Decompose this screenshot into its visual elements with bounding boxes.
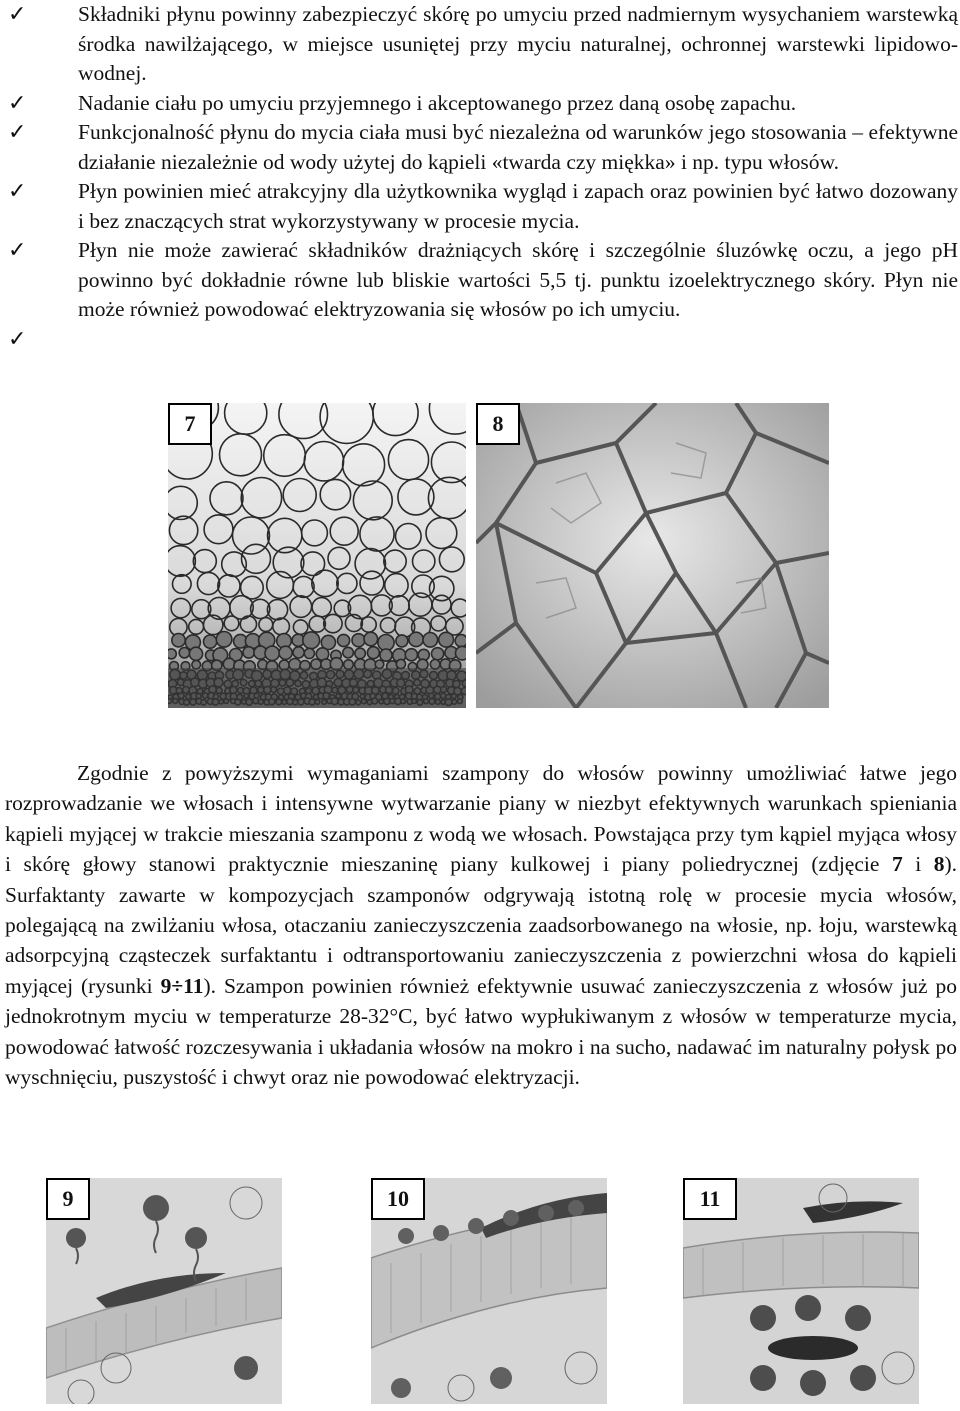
list-item-text: Nadanie ciału po umyciu przyjemnego i akceptowanego przez daną osobę zapachu.: [78, 90, 797, 115]
figure-8-polyhedral-foam: [476, 403, 829, 708]
list-item: [8, 177, 958, 236]
checkmark-icon: ✓: [8, 90, 27, 116]
figure-reference: 9÷11: [160, 973, 204, 998]
list-item-text: Płyn nie może zawierać składników drażniących skórę i szczególnie śluzówkę oczu, a jego pH powinno być dokładnie równe lub bliskie wartości 5,5 tj. punktu izoelektrycznego skóry. Płyn nie może również powodować elektryzowania się włosów po ich umyciu.: [78, 238, 958, 321]
figure-7-bubble-foam: [168, 403, 466, 708]
paragraph-text: ). Szampon powinien również efektywnie usuwać zanieczyszczenia z włosów już po jednokrotnym myciu w temperaturze 28-32°C, być łatwo wypłukiwanym z włosów w temperaturze mycia, powodować łatwość rozczesywania i układania włosów na mokro i na sucho, nadawać im naturalny połysk po wyschnięciu, puszystość i chwyt oraz nie powodować elektryzacji.: [5, 973, 957, 1090]
bubble-foam-illustration: [168, 403, 466, 708]
list-item: [8, 325, 958, 355]
checkmark-icon: ✓: [8, 238, 27, 263]
figure-9-wetting-illustration: [46, 1178, 282, 1404]
figure-label: 10: [371, 1178, 425, 1220]
paragraph-text: Zgodnie z powyższymi wymaganiami szampony do włosów powinny umożliwiać łatwe jego rozprowadzanie we włosach i intensywne wytwarzanie piany w niezbyt efektywnych warunkach spieniania kąpieli myjącej w trakcie mieszania szamponu z wodą we włosach. Powstająca przy tym kąpiel myjąca włosy i skórę głowy stanowi praktycznie mieszaninę piany kulkowej i piany poliedrycznej (zdjęcie: [5, 761, 957, 877]
list-item: [8, 89, 958, 119]
list-item-text: Funkcjonalność płynu do mycia ciała musi być niezależna od warunków jego stosowania – efektywne działanie niezależnie od wody użytej do kąpieli «twarda czy miękka» i np. typu włosów.: [78, 120, 958, 174]
checkmark-icon: ✓: [8, 179, 27, 204]
requirements-list: [8, 0, 958, 354]
figure-10-adsorption-illustration: [371, 1178, 607, 1404]
figure-label: 7: [168, 403, 212, 445]
paragraph-text: i: [902, 852, 934, 877]
body-paragraph: [5, 758, 957, 1092]
checkmark-icon: ✓: [8, 120, 27, 145]
paragraph-text: ). Surfaktanty zawarte w kompozycjach szamponów odgrywają istotną rolę w procesie mycia włosów, polegającą na zwilżaniu włosa, otaczaniu zanieczyszczenia zaadsorbowanego na włosie, np. łoju, warstewką adsorpcyjną cząsteczek surfaktantu i odtransportowaniu zanieczyszczenia z powierzchni włosa do kąpieli myjącej (rysunki: [5, 852, 957, 998]
list-item-text: Płyn powinien mieć atrakcyjny dla użytkownika wygląd i zapach oraz powinien być łatwo dozowany i bez znaczących strat wykorzystywany w procesie mycia.: [78, 179, 958, 233]
figure-label: 9: [46, 1178, 90, 1220]
figure-reference: 8: [933, 852, 945, 877]
polyhedral-foam-illustration: [476, 403, 829, 708]
figure-label: 11: [683, 1178, 737, 1220]
checkmark-icon: ✓: [8, 326, 27, 352]
list-item: [8, 236, 958, 325]
figure-reference: 7: [891, 852, 903, 877]
list-item: [8, 118, 958, 177]
list-item: [8, 0, 958, 89]
figure-label: 8: [476, 403, 520, 445]
checkmark-icon: ✓: [8, 2, 27, 27]
figure-11-removal-illustration: [683, 1178, 919, 1404]
list-item-text: Składniki płynu powinny zabezpieczyć skórę po umyciu przed nadmiernym wysychaniem warstewką środka nawilżającego, w miejsce usuniętej przy myciu naturalnej, ochronnej warstewki lipidowo-wodnej.: [78, 2, 958, 85]
